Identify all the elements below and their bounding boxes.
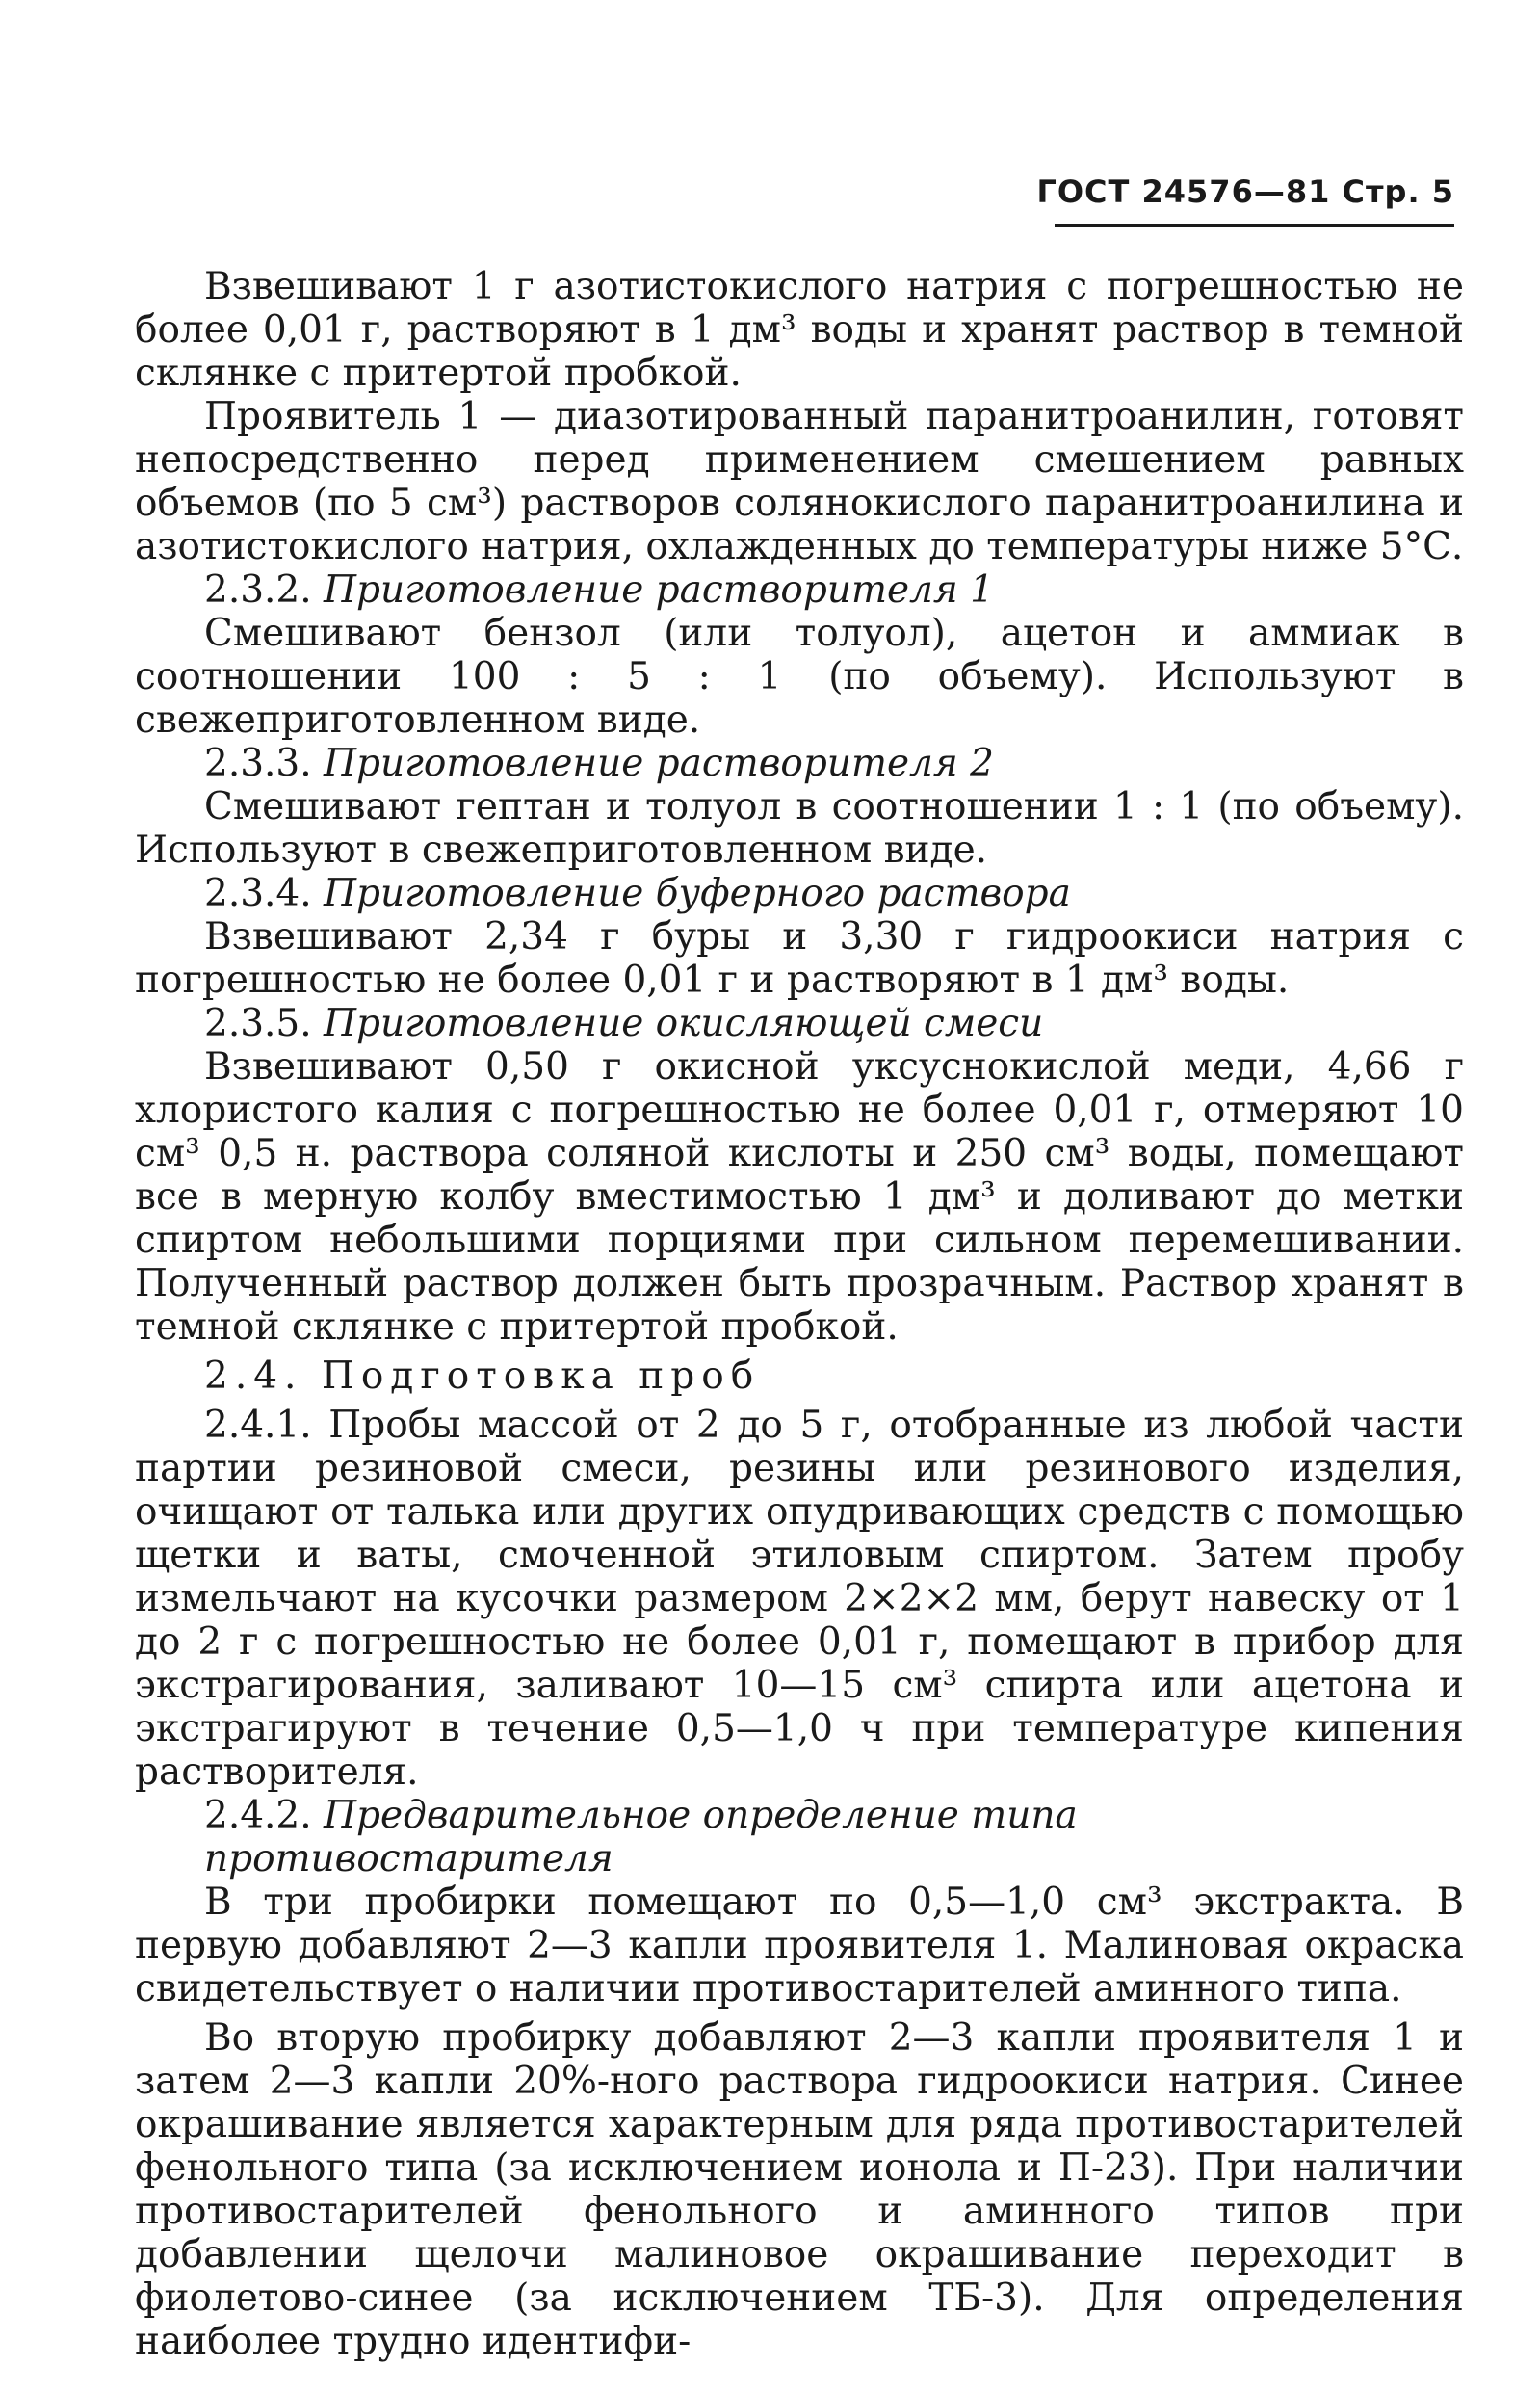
section-number: 2.3.5. bbox=[204, 1002, 312, 1045]
section-2-3-2-heading bbox=[135, 568, 1464, 612]
section-title: Приготовление растворителя 1 bbox=[324, 568, 994, 612]
paragraph-developer-1: Проявитель 1 — диазотированный паранитроанилин, готовят непосредственно перед применением смешением равных объемов (по 5 см³) растворов солянокислого паранитроанилина и азотистокислого натрия, охлажденных до температуры ниже 5°С. bbox=[135, 395, 1464, 568]
section-title: Приготовление окисляющей смеси bbox=[324, 1002, 1044, 1045]
paragraph-solvent-2: Смешивают гептан и толуол в соотношении 1 : 1 (по объему). Используют в свежеприготовленном виде. bbox=[135, 785, 1464, 872]
header-rule bbox=[1055, 224, 1454, 227]
section-title: Приготовление растворителя 2 bbox=[324, 742, 994, 785]
section-title: Предварительное определение типа противостарителя bbox=[204, 1794, 1078, 1880]
document-body bbox=[135, 265, 1464, 2363]
section-2-3-5-heading bbox=[135, 1002, 1464, 1045]
section-number: 2.3.3. bbox=[204, 742, 312, 785]
paragraph-solvent-1: Смешивают бензол (или толуол), ацетон и аммиак в соотношении 100 : 5 : 1 (по объему). Используют в свежеприготовленном виде. bbox=[135, 612, 1464, 742]
paragraph-test-tubes: В три пробирки помещают по 0,5—1,0 см³ экстракта. В первую добавляют 2—3 капли проявителя 1. Малиновая окраска свидетельствует о наличии противостарителей аминного типа. bbox=[135, 1880, 1464, 2011]
section-2-3-4-heading bbox=[135, 872, 1464, 915]
paragraph-second-tube: Во вторую пробирку добавляют 2—3 капли проявителя 1 и затем 2—3 капли 20%-ного раствора гидроокиси натрия. Синее окрашивание является характерным для ряда противостарителей фенольного типа (за исключением ионола и П-23). При наличии противостарителей фенольного и аминного типов при добавлении щелочи малиновое окрашивание переходит в фиолетово-синее (за исключением ТБ-3). Для определения наиболее трудно идентифи- bbox=[135, 2016, 1464, 2363]
paragraph-sample-preparation: 2.4.1. Пробы массой от 2 до 5 г, отобранные из любой части партии резиновой смеси, резины или резинового изделия, очищают от талька или других опудривающих средств с помощью щетки и ваты, смоченной этиловым спиртом. Затем пробу измельчают на кусочки размером 2×2×2 мм, берут навеску от 1 до 2 г с погрешностью не более 0,01 г, помещают в прибор для экстрагирования, заливают 10—15 см³ спирта или ацетона и экстрагируют в течение 0,5—1,0 ч при температуре кипения растворителя. bbox=[135, 1404, 1464, 1794]
paragraph-oxidizing-mixture: Взвешивают 0,50 г окисной уксуснокислой меди, 4,66 г хлористого калия с погрешностью не более 0,01 г, отмеряют 10 см³ 0,5 н. раствора соляной кислоты и 250 см³ воды, помещают все в мерную колбу вместимостью 1 дм³ и доливают до метки спиртом небольшими порциями при сильном перемешивании. Полученный раствор должен быть прозрачным. Раствор хранят в темной склянке с притертой пробкой. bbox=[135, 1045, 1464, 1349]
paragraph-sodium-nitrite: Взвешивают 1 г азотистокислого натрия с погрешностью не более 0,01 г, растворяют в 1 дм³ воды и хранят раствор в темной склянке с притертой пробкой. bbox=[135, 265, 1464, 395]
section-2-4-heading: 2.4. Подготовка проб bbox=[204, 1354, 761, 1398]
document-page bbox=[135, 0, 1464, 2393]
section-2-3-3-heading bbox=[135, 742, 1464, 785]
section-number: 2.4.2. bbox=[204, 1794, 312, 1837]
section-title: Приготовление буферного раствора bbox=[324, 872, 1071, 915]
paragraph-buffer-solution: Взвешивают 2,34 г буры и 3,30 г гидроокиси натрия с погрешностью не более 0,01 г и растворяют в 1 дм³ воды. bbox=[135, 915, 1464, 1002]
section-number: 2.3.4. bbox=[204, 872, 312, 915]
page-header: ГОСТ 24576—81 Стр. 5 bbox=[1036, 173, 1454, 210]
section-2-4-2-heading bbox=[135, 1794, 1464, 1880]
section-number: 2.3.2. bbox=[204, 568, 312, 612]
